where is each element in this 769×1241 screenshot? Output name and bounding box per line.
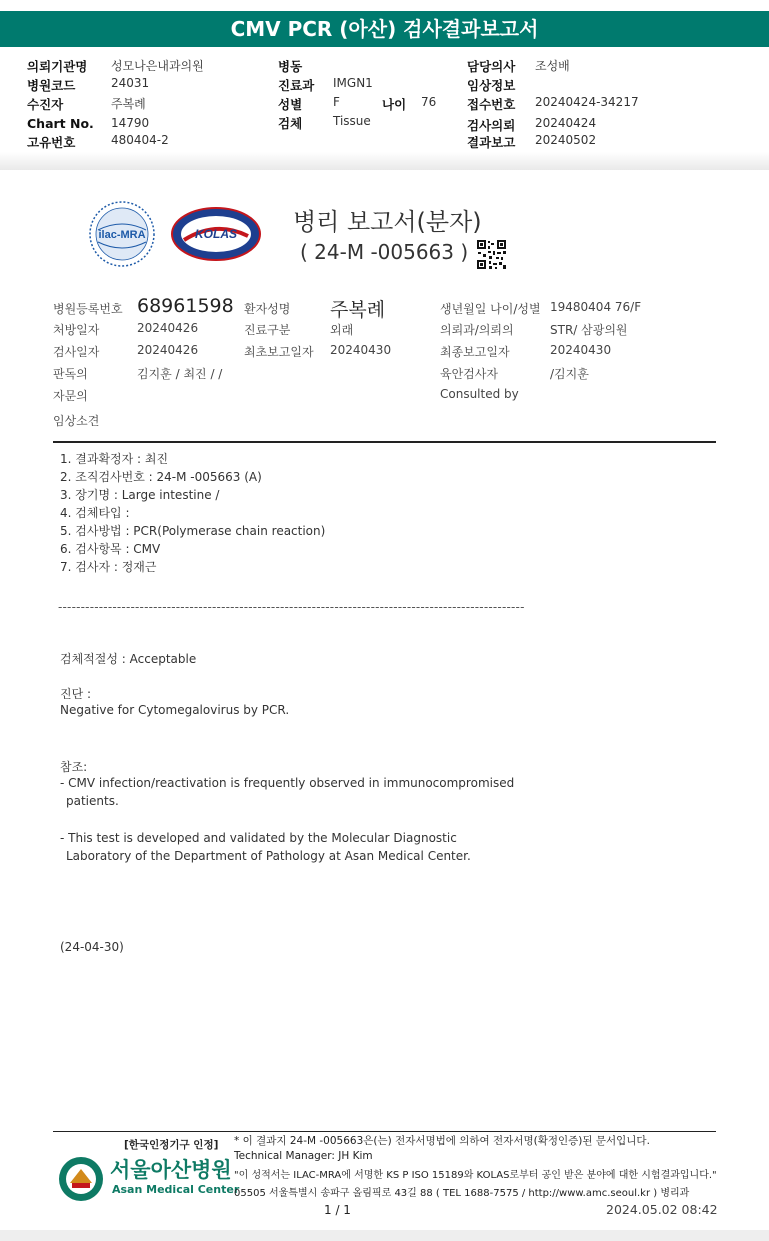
value-reg-no: 68961598: [137, 295, 234, 317]
pathology-report-page: [0, 170, 769, 1230]
print-timestamp: 2024.05.02 08:42: [606, 1202, 718, 1217]
label-visit-type: 진료구분: [244, 323, 291, 337]
label-report-date: 결과보고: [467, 135, 516, 150]
accreditation-statement: "이 성적서는 ILAC-MRA에 서명한 KS P ISO 15189와 KOLAS로부터 공인 받은 분야에 대한 시험결과입니다.": [234, 1170, 717, 1181]
kolas-logo-text: KOLAS: [195, 227, 237, 241]
label-consultant: 자문의: [53, 389, 88, 403]
value-first-report-date: 20240430: [330, 343, 392, 357]
specimen-adequacy: 검체적절성 : Acceptable: [60, 652, 197, 666]
value-chart-no: 14790: [111, 116, 150, 130]
value-test-date: 20240426: [137, 343, 199, 357]
label-hospital-code: 병원코드: [27, 78, 76, 93]
label-clinical-findings: 임상소견: [53, 414, 100, 428]
value-pathologist: 김지훈 / 최진 / /: [137, 367, 223, 381]
label-department: 진료과: [278, 78, 315, 93]
value-unique-no: 480404-2: [111, 133, 169, 147]
hospital-address: 05505 서울특별시 송파구 올림픽로 43길 88 ( TEL 1688-7575 / http://www.amc.seoul.kr ) 병리과: [234, 1188, 690, 1199]
label-consulted-by: Consulted by: [440, 387, 519, 401]
label-patient-name: 환자성명: [244, 302, 291, 316]
value-request-date: 20240424: [535, 116, 597, 130]
label-unique-no: 고유번호: [27, 135, 76, 150]
diagnosis-label: 진단 :: [60, 687, 92, 701]
ilac-logo-text: ilac-MRA: [98, 229, 146, 241]
note-line: - This test is developed and validated by the Molecular Diagnostic: [60, 831, 457, 845]
item-organ: 3. 장기명 : Large intestine /: [60, 488, 220, 502]
note-line: - CMV infection/reactivation is frequently observed in immunocompromised: [60, 776, 515, 790]
value-institution: 성모나은내과의원: [111, 59, 204, 73]
label-final-report-date: 최종보고일자: [440, 345, 510, 359]
label-patient: 수진자: [27, 97, 64, 112]
label-ward: 병동: [278, 59, 303, 74]
note-line: patients.: [66, 794, 119, 808]
section-rule: [53, 441, 716, 443]
value-referring-dept: STR/ 삼광의원: [550, 323, 628, 337]
section-separator: [0, 152, 769, 171]
e-signature-notice: * 이 결과지 24-M -005663은(는) 전자서명법에 의하여 전자서명(확정인증)된 문서입니다.: [234, 1135, 650, 1147]
label-specimen: 검체: [278, 116, 303, 131]
page-number: 1 / 1: [324, 1203, 351, 1217]
hospital-name-english: Asan Medical Center: [112, 1183, 240, 1196]
bottom-strip: [0, 1230, 769, 1241]
label-reg-no: 병원등록번호: [53, 302, 123, 316]
qr-code-icon: [476, 239, 507, 270]
value-doctor: 조성배: [535, 59, 570, 73]
label-pathologist: 판독의: [53, 367, 88, 381]
note-line: Laboratory of the Department of Pathology at Asan Medical Center.: [66, 849, 471, 863]
value-visit-type: 외래: [330, 323, 354, 337]
note-label: 참조:: [60, 760, 88, 774]
item-specimen-type: 4. 검체타입 :: [60, 506, 130, 520]
value-report-date: 20240502: [535, 133, 597, 147]
value-department: IMGN1: [333, 76, 373, 90]
item-tester: 7. 검사자 : 정재근: [60, 560, 157, 574]
value-age: 76: [421, 95, 437, 109]
label-institution: 의뢰기관명: [27, 59, 88, 74]
kolas-logo: [170, 206, 262, 262]
report-date-note: (24-04-30): [60, 940, 124, 954]
label-sex: 성별: [278, 97, 303, 112]
value-order-date: 20240426: [137, 321, 199, 335]
label-gross-examiner: 육안검사자: [440, 367, 498, 381]
item-biopsy-no: 2. 조직검사번호 : 24-M -005663 (A): [60, 470, 262, 484]
label-birth-age-sex: 생년월일 나이/성별: [440, 302, 541, 316]
dashed-divider: -------------------------------------------------------------------------------------------------------: [58, 600, 525, 614]
certification-label: [한국인정기구 인정]: [124, 1139, 219, 1151]
label-doctor: 담당의사: [467, 59, 516, 74]
technical-manager: Technical Manager: JH Kim: [234, 1150, 373, 1162]
value-patient: 주복례: [111, 97, 146, 111]
report-title: CMV PCR (아산) 검사결과보고서: [230, 17, 539, 41]
label-order-date: 처방일자: [53, 323, 100, 337]
item-test-item: 6. 검사항목 : CMV: [60, 542, 161, 556]
value-sex: F: [333, 95, 340, 109]
label-request-date: 검사의뢰: [467, 118, 516, 133]
footer-rule: [53, 1131, 716, 1132]
value-receipt-no: 20240424-34217: [535, 95, 639, 109]
item-method: 5. 검사방법 : PCR(Polymerase chain reaction): [60, 524, 326, 538]
label-referring-dept: 의뢰과/의뢰의: [440, 323, 514, 337]
hospital-name-korean: 서울아산병원: [110, 1158, 232, 1182]
item-confirmer: 1. 결과확정자 : 최진: [60, 452, 169, 466]
ilac-mra-logo: [88, 200, 156, 268]
label-test-date: 검사일자: [53, 345, 100, 359]
value-patient-name: 주복례: [330, 299, 386, 321]
value-specimen: Tissue: [333, 114, 371, 128]
value-gross-examiner: /김지훈: [550, 367, 589, 381]
label-receipt-no: 접수번호: [467, 97, 516, 112]
report-number: ( 24-M -005663 ): [300, 240, 469, 264]
label-age: 나이: [382, 97, 407, 112]
asan-emblem-icon: [57, 1155, 105, 1203]
label-clinical-info: 임상정보: [467, 78, 516, 93]
request-info: [0, 0, 769, 170]
label-chart-no: Chart No.: [27, 116, 94, 131]
diagnosis-text: Negative for Cytomegalovirus by PCR.: [60, 703, 290, 717]
label-first-report-date: 최초보고일자: [244, 345, 314, 359]
pathology-report-title: 병리 보고서(분자): [293, 208, 482, 236]
value-birth-age-sex: 19480404 76/F: [550, 300, 642, 314]
value-hospital-code: 24031: [111, 76, 150, 90]
value-final-report-date: 20240430: [550, 343, 612, 357]
